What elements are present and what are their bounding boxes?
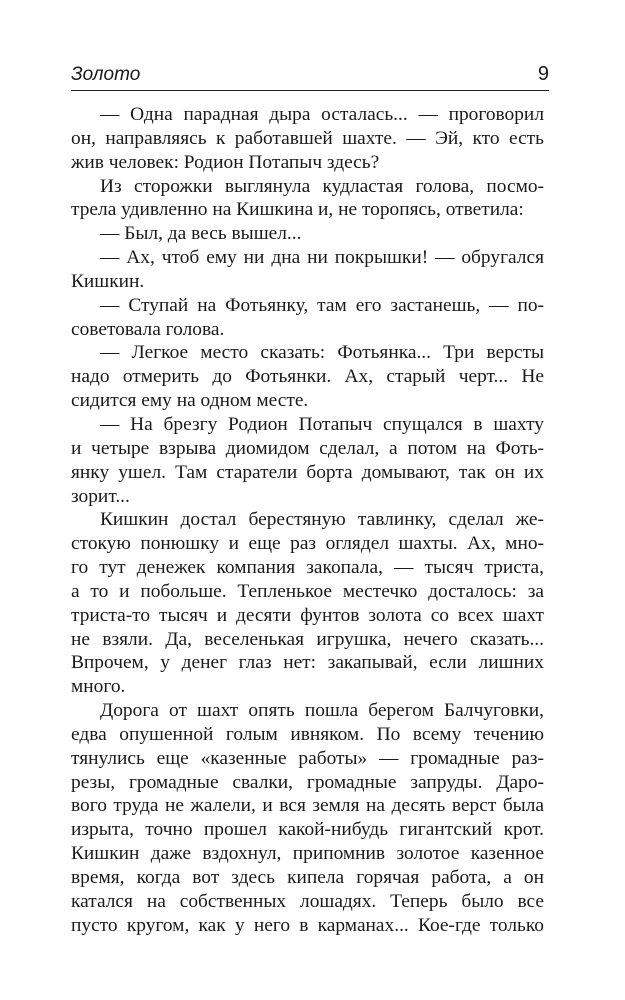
text-line: резы, громадные свалки, громадные запруды. Даро- [71, 771, 544, 793]
text-line: Кишкин достал берестяную тавлинку, сделал же- [100, 509, 544, 531]
text-line: — Был, да весь вышел... [100, 223, 302, 245]
text-line: жив человек: Родион Потапыч здесь? [71, 151, 380, 173]
paragraph [71, 413, 544, 508]
paragraph [71, 222, 544, 246]
text-line: надо отмерить до Фотьянки. Ах, старый черт... Не [71, 366, 544, 388]
text-line: — Одна парадная дыра осталась... — проговорил [100, 104, 544, 125]
text-line: — Ах, чтоб ему ни дна ни покрышки! — обругался [100, 247, 544, 269]
text-line: а то и побольше. Тепленькое местечко досталось: за [71, 580, 544, 602]
paragraph [71, 699, 544, 937]
text-line: пусто кругом, как у него в карманах... Кое-где только [71, 914, 544, 936]
text-line: Кишкин. [71, 270, 145, 292]
running-title: Золото [71, 64, 141, 85]
text-line: Из сторожки выглянула кудластая голова, посмо- [100, 175, 544, 197]
text-line: вого труда не жалели, и вся земля на десять верст была [71, 795, 544, 817]
paragraph [71, 508, 544, 699]
text-line: зорит... [71, 485, 130, 507]
text-line: — Легкое место сказать: Фотьянка... Три версты [100, 342, 544, 364]
text-line: тянулись еще «казенные работы» — громадные раз- [71, 747, 544, 769]
text-line: трела удивленно на Кишкина и, не торопясь, ответила: [71, 199, 524, 221]
text-line: едва опушенной голым ивняком. По всему течению [71, 723, 544, 745]
text-line: Кишкин даже вздохнул, припомнив золотое казенное [71, 843, 544, 865]
text-line: катался на собственных лошадях. Теперь было все [71, 890, 544, 912]
paragraph [71, 246, 544, 294]
paragraph [71, 294, 544, 342]
text-line: он, направляясь к работавшей шахте. — Эй, кто есть [71, 127, 544, 149]
text-line: Дорога от шахт опять пошла берегом Балчуговки, [100, 700, 544, 722]
text-line: — На брезгу Родион Потапыч спущался в шахту [100, 413, 544, 435]
paragraph [71, 103, 544, 175]
text-line: и четыре взрыва диомидом сделал, а потом на Фоть- [71, 437, 544, 459]
text-line: советовала голова. [71, 318, 225, 340]
text-line: стокую понюшку и еще раз оглядел шахты. Ах, мно- [71, 533, 544, 555]
text-line: го тут денежек компания закопала, — тысяч триста, [71, 557, 544, 579]
text-line: изрыта, точно прошел какой-нибудь гигантский крот. [71, 819, 544, 841]
paragraph [71, 341, 544, 413]
text-line: — Ступай на Фотьянку, там его застанешь, — по- [100, 294, 544, 316]
page-number: 9 [537, 63, 549, 85]
paragraph [71, 175, 544, 223]
text-line: Впрочем, у денег глаз нет: закапывай, если лишних [71, 652, 544, 674]
text-line: сидится ему на одном месте. [71, 390, 309, 412]
text-line: триста-то тысяч и десяти фунтов золота со всех шахт [71, 604, 544, 626]
text-line: время, когда вот здесь кипела горячая работа, а он [71, 867, 544, 888]
text-line: много. [71, 676, 126, 698]
running-header [71, 62, 549, 91]
text-line: янку ушел. Там старатели борта домывают, так он их [71, 461, 544, 483]
text-line: не взяли. Да, веселенькая игрушка, нечего сказать... [71, 628, 544, 650]
body-text [71, 103, 544, 938]
